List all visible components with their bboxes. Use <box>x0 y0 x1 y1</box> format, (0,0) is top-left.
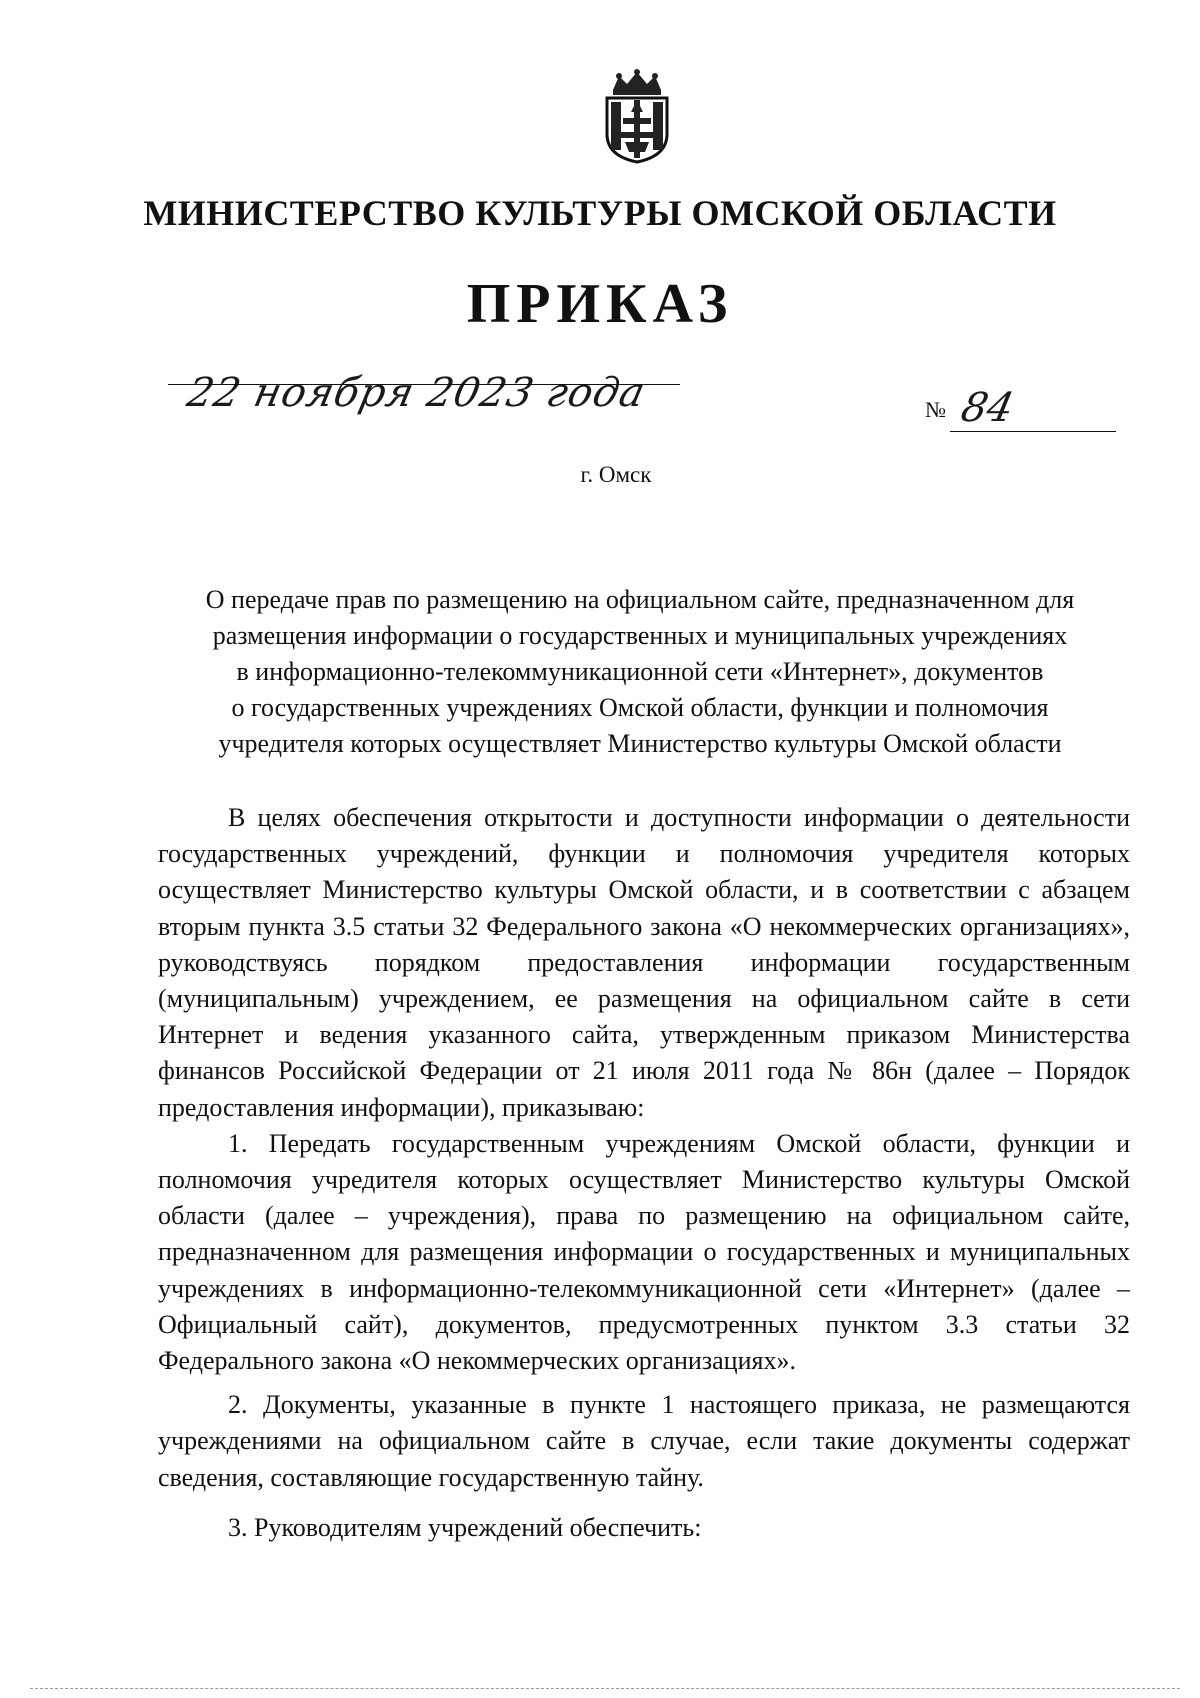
order-number-label: № <box>925 397 946 422</box>
city-name: г. Омск <box>580 462 652 487</box>
subject-line: в информационно-телекоммуникационной сети «Интернет», документов <box>236 657 1044 686</box>
subject-line: учредителя которых осуществляет Министерство культуры Омской области <box>218 729 1062 758</box>
preamble-paragraph: В целях обеспечения открытости и доступности информации о деятельности государственных учреждений, функции и полномочия учредителя которых осуществляет Министерство культуры Омской области, и в соответствии с абзацем вторым пункта 3.5 статьи 32 Федерального закона «О некоммерческих организациях», руководствуясь порядком предоставления информации государственным (муниципальным) учреждением, ее размещения на официальном сайте в сети Интернет и ведения указанного сайта, утвержденным приказом Министерства финансов Российской Федерации от 21 июля 2011 года № 86н (далее – Порядок предоставления информации), приказываю: <box>158 803 1130 1122</box>
clause-3-paragraph: 3. Руководителям учреждений обеспечить: <box>228 1512 702 1542</box>
subject-line: о государственных учреждениях Омской области, функции и полномочия <box>231 693 1049 722</box>
scan-edge-line <box>30 1688 1180 1689</box>
clause-2-paragraph: 2. Документы, указанные в пункте 1 настоящего приказа, не размещаются учреждениями на официальном сайте в случае, если такие документы содержат сведения, составляющие государственную тайну. <box>158 1390 1130 1492</box>
subject-line: размещения информации о государственных и муниципальных учреждениях <box>212 621 1068 650</box>
order-date-handwritten: 22 ноября 2023 года <box>183 370 650 416</box>
ministry-name: МИНИСТЕРСТВО КУЛЬТУРЫ ОМСКОЙ ОБЛАСТИ <box>143 193 1057 233</box>
order-number-handwritten: 84 <box>957 385 1018 431</box>
order-body <box>158 800 1130 1546</box>
date-underline <box>168 384 680 385</box>
order-subject <box>150 582 1130 762</box>
omsk-region-coat-of-arms-icon <box>599 68 675 164</box>
subject-line: О передаче прав по размещению на официальном сайте, предназначенном для <box>205 585 1075 614</box>
number-underline <box>950 431 1116 432</box>
order-title: ПРИКАЗ <box>466 273 734 335</box>
clause-1-paragraph: 1. Передать государственным учреждениям Омской области, функции и полномочия учредителя которых осуществляет Министерство культуры Омской области (далее – учреждения), права по размещению на официальном сайте, предназначенном для размещения информации о государственных и муниципальных учреждениях в информационно-телекоммуникационной сети «Интернет» (далее – Официальный сайт), документов, предусмотренных пунктом 3.3 статьи 32 Федерального закона «О некоммерческих организациях». <box>158 1128 1130 1376</box>
